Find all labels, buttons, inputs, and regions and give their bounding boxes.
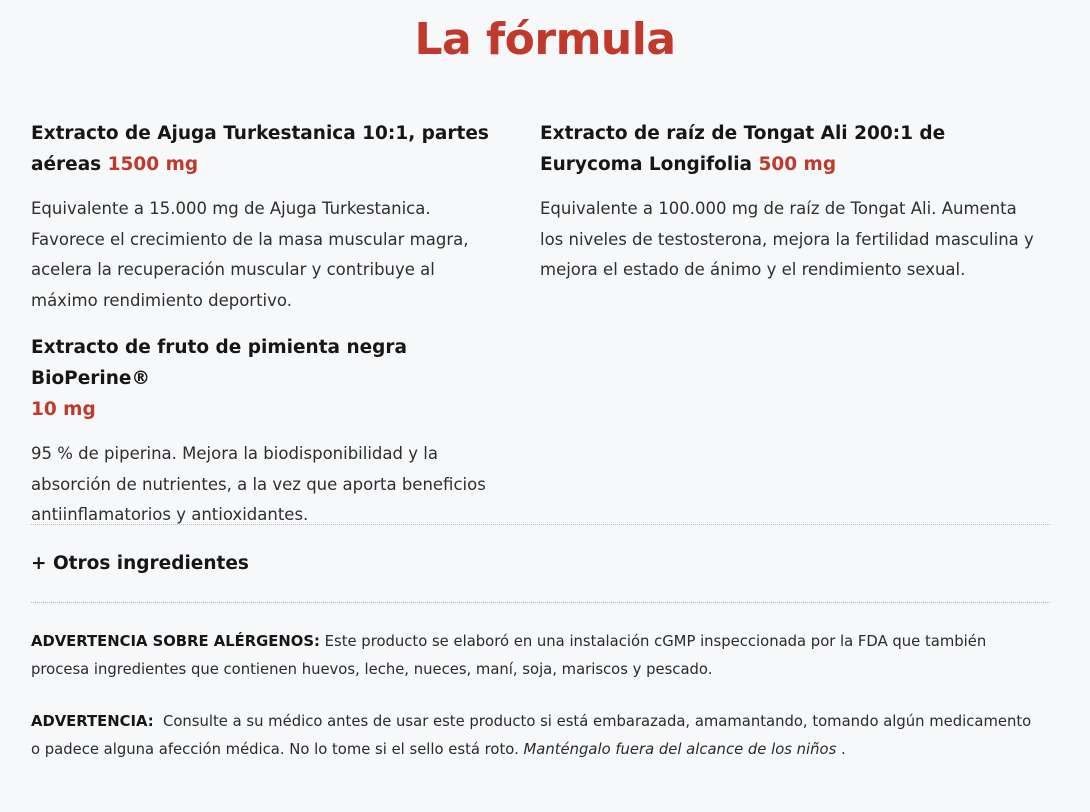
ingredient-name xyxy=(31,332,501,425)
ingredient-description: 95 % de piperina. Mejora la biodisponibilidad y la absorción de nutrientes, a la vez que aporta beneficios antiinflamatorios y antioxidantes. xyxy=(31,444,486,524)
ingredient-description: Equivalente a 15.000 mg de Ajuga Turkestanica. Favorece el crecimiento de la masa muscular magra, acelera la recuperación muscular y contribuye al máximo rendimiento deportivo. xyxy=(31,199,469,310)
dotted-divider xyxy=(31,602,1050,603)
ingredient-name-text: Extracto de fruto de pimienta negra BioPerine® xyxy=(31,337,408,389)
ingredient-dose: 10 mg xyxy=(31,399,96,420)
ingredient-dose: 1500 mg xyxy=(107,154,199,175)
ingredient-description: Equivalente a 100.000 mg de raíz de Tongat Ali. Aumenta los niveles de testosterona, mejora la fertilidad masculina y mejora el estado de ánimo y el rendimiento sexual. xyxy=(540,199,1034,279)
dotted-divider xyxy=(31,524,1050,525)
ingredient-name xyxy=(540,118,1040,180)
general-warning-label: ADVERTENCIA: xyxy=(31,713,154,730)
ingredient-name-text: Extracto de raíz de Tongat Ali 200:1 de Eurycoma Longifolia xyxy=(540,123,946,175)
ingredients-column-right xyxy=(540,118,1040,286)
general-warning-tail: . xyxy=(841,741,846,758)
ingredient-dose: 500 mg xyxy=(758,154,837,175)
ingredient-bioperine xyxy=(31,332,501,531)
ingredients-column-left xyxy=(31,118,501,531)
ingredient-name-text: Extracto de Ajuga Turkestanica 10:1, partes aéreas xyxy=(31,123,489,175)
allergen-warning-text: Este producto se elaboró en una instalación cGMP inspeccionada por la FDA que también procesa ingredientes que contienen huevos, leche, nueces, maní, soja, mariscos y pescado. xyxy=(31,633,987,678)
ingredient-tongkat-ali xyxy=(540,118,1040,286)
allergen-warning-label: ADVERTENCIA SOBRE ALÉRGENOS: xyxy=(31,633,320,650)
other-ingredients-toggle[interactable]: + Otros ingredientes xyxy=(31,553,249,574)
general-warning xyxy=(31,708,1041,764)
ingredient-name xyxy=(31,118,501,180)
section-title: La fórmula xyxy=(414,14,676,65)
general-warning-text: Consulte a su médico antes de usar este producto si está embarazada, amamantando, tomando algún medicamento o padece alguna afección médica. No lo tome si el sello está roto. xyxy=(31,713,1032,758)
general-warning-emphasis: Manténgalo fuera del alcance de los niños xyxy=(523,741,837,758)
ingredient-ajuga xyxy=(31,118,501,316)
allergen-warning xyxy=(31,628,1041,684)
